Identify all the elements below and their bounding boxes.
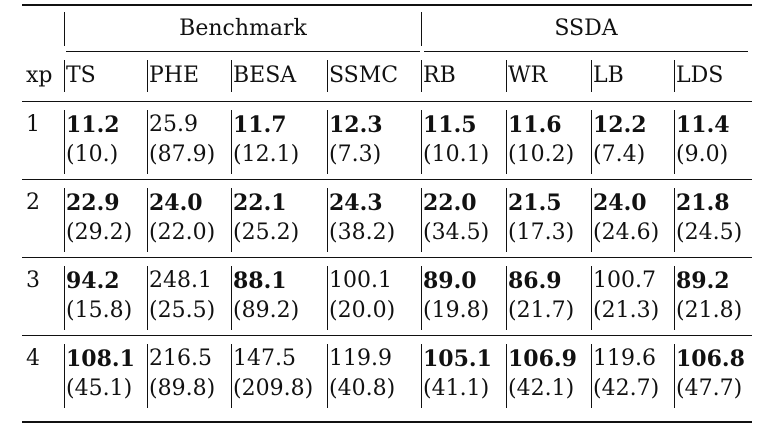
cell-paren-value: (24.6) — [593, 220, 660, 245]
cell-separator — [421, 188, 422, 252]
cell-separator — [64, 188, 65, 252]
column-separator — [64, 60, 65, 92]
cell-separator — [231, 266, 232, 330]
cell-paren-value: (42.7) — [593, 376, 660, 401]
cell-paren-value: (21.7) — [508, 298, 575, 323]
cell-value: 24.0 — [149, 190, 203, 216]
cell-paren-value: (20.0) — [329, 298, 396, 323]
xp-column-header: xp — [26, 63, 53, 88]
cell-separator — [147, 188, 148, 252]
cell-paren-value: (89.8) — [149, 376, 216, 401]
cell-paren-value: (10.1) — [423, 142, 490, 167]
column-separator — [327, 60, 328, 92]
column-header-rb: RB — [423, 63, 456, 88]
cell-separator — [591, 110, 592, 174]
cell-paren-value: (19.8) — [423, 298, 490, 323]
cell-value: 108.1 — [66, 346, 135, 372]
cell-separator — [231, 344, 232, 408]
cell-separator — [64, 344, 65, 408]
cell-value: 94.2 — [66, 268, 120, 294]
cell-value: 12.2 — [593, 112, 647, 138]
column-header-besa: BESA — [233, 63, 297, 88]
cell-separator — [591, 344, 592, 408]
cell-separator — [231, 110, 232, 174]
cell-value: 147.5 — [233, 346, 296, 371]
cell-value: 24.0 — [593, 190, 647, 216]
cell-value: 89.0 — [423, 268, 477, 294]
cell-paren-value: (7.3) — [329, 142, 382, 167]
cell-value: 11.5 — [423, 112, 477, 138]
cell-separator — [421, 266, 422, 330]
cell-value: 24.3 — [329, 190, 383, 216]
column-header-wr: WR — [508, 63, 548, 88]
cell-value: 86.9 — [508, 268, 562, 294]
group-header: Benchmark — [179, 16, 307, 41]
group-separator — [421, 12, 422, 46]
cell-value: 248.1 — [149, 268, 212, 293]
cell-paren-value: (10.2) — [508, 142, 575, 167]
row-xp-label: 3 — [26, 268, 40, 293]
cell-separator — [591, 188, 592, 252]
cell-value: 119.6 — [593, 346, 656, 371]
cell-value: 100.1 — [329, 268, 392, 293]
cell-paren-value: (38.2) — [329, 220, 396, 245]
row-divider — [22, 257, 752, 258]
cell-value: 11.6 — [508, 112, 562, 138]
cell-paren-value: (10.) — [66, 142, 119, 167]
cell-value: 22.1 — [233, 190, 287, 216]
cell-value: 11.4 — [676, 112, 730, 138]
column-header-lds: LDS — [676, 63, 724, 88]
cell-paren-value: (41.1) — [423, 376, 490, 401]
cell-separator — [506, 110, 507, 174]
cell-paren-value: (15.8) — [66, 298, 133, 323]
column-separator — [421, 60, 422, 92]
cell-separator — [674, 266, 675, 330]
cell-separator — [147, 110, 148, 174]
cell-separator — [231, 188, 232, 252]
cell-separator — [674, 188, 675, 252]
column-separator — [591, 60, 592, 92]
cell-value: 12.3 — [329, 112, 383, 138]
cell-separator — [327, 266, 328, 330]
cell-separator — [506, 266, 507, 330]
cell-paren-value: (209.8) — [233, 376, 314, 401]
cell-value: 216.5 — [149, 346, 212, 371]
cell-paren-value: (89.2) — [233, 298, 300, 323]
cell-paren-value: (17.3) — [508, 220, 575, 245]
cell-separator — [64, 266, 65, 330]
cell-paren-value: (34.5) — [423, 220, 490, 245]
cell-separator — [421, 110, 422, 174]
cell-paren-value: (40.8) — [329, 376, 396, 401]
column-header-ssmc: SSMC — [329, 63, 399, 88]
cell-value: 21.5 — [508, 190, 562, 216]
cell-value: 22.9 — [66, 190, 120, 216]
row-divider — [22, 101, 752, 102]
column-header-phe: PHE — [149, 63, 200, 88]
cell-value: 88.1 — [233, 268, 287, 294]
cell-value: 11.7 — [233, 112, 287, 138]
column-separator — [506, 60, 507, 92]
cell-separator — [327, 344, 328, 408]
cell-separator — [147, 344, 148, 408]
cell-paren-value: (25.2) — [233, 220, 300, 245]
row-divider — [22, 335, 752, 336]
top-rule — [22, 4, 752, 6]
cell-paren-value: (29.2) — [66, 220, 133, 245]
cell-value: 11.2 — [66, 112, 120, 138]
bottom-rule — [22, 421, 752, 423]
column-header-lb: LB — [593, 63, 624, 88]
column-separator — [674, 60, 675, 92]
group-separator — [64, 12, 65, 46]
row-xp-label: 1 — [26, 112, 40, 137]
cell-paren-value: (22.0) — [149, 220, 216, 245]
cell-paren-value: (47.7) — [676, 376, 743, 401]
cell-paren-value: (87.9) — [149, 142, 216, 167]
cell-paren-value: (21.8) — [676, 298, 743, 323]
cell-separator — [327, 188, 328, 252]
cell-value: 25.9 — [149, 112, 198, 137]
column-header-ts: TS — [66, 63, 96, 88]
cell-separator — [147, 266, 148, 330]
cell-separator — [421, 344, 422, 408]
cell-separator — [591, 266, 592, 330]
cell-separator — [506, 344, 507, 408]
cell-paren-value: (25.5) — [149, 298, 216, 323]
cell-paren-value: (21.3) — [593, 298, 660, 323]
cell-separator — [64, 110, 65, 174]
cell-value: 22.0 — [423, 190, 477, 216]
group-underline — [66, 51, 420, 52]
row-divider — [22, 179, 752, 180]
cell-value: 100.7 — [593, 268, 656, 293]
cell-value: 106.9 — [508, 346, 577, 372]
cell-value: 119.9 — [329, 346, 392, 371]
group-header: SSDA — [554, 16, 618, 41]
cell-separator — [674, 344, 675, 408]
column-separator — [147, 60, 148, 92]
row-xp-label: 4 — [26, 346, 40, 371]
cell-paren-value: (7.4) — [593, 142, 646, 167]
cell-value: 106.8 — [676, 346, 745, 372]
cell-paren-value: (42.1) — [508, 376, 575, 401]
column-separator — [231, 60, 232, 92]
cell-separator — [506, 188, 507, 252]
cell-paren-value: (24.5) — [676, 220, 743, 245]
group-underline — [424, 51, 748, 52]
cell-value: 105.1 — [423, 346, 492, 372]
cell-paren-value: (12.1) — [233, 142, 300, 167]
cell-value: 21.8 — [676, 190, 730, 216]
cell-paren-value: (45.1) — [66, 376, 133, 401]
cell-separator — [327, 110, 328, 174]
cell-separator — [674, 110, 675, 174]
cell-paren-value: (9.0) — [676, 142, 729, 167]
cell-value: 89.2 — [676, 268, 730, 294]
row-xp-label: 2 — [26, 190, 40, 215]
